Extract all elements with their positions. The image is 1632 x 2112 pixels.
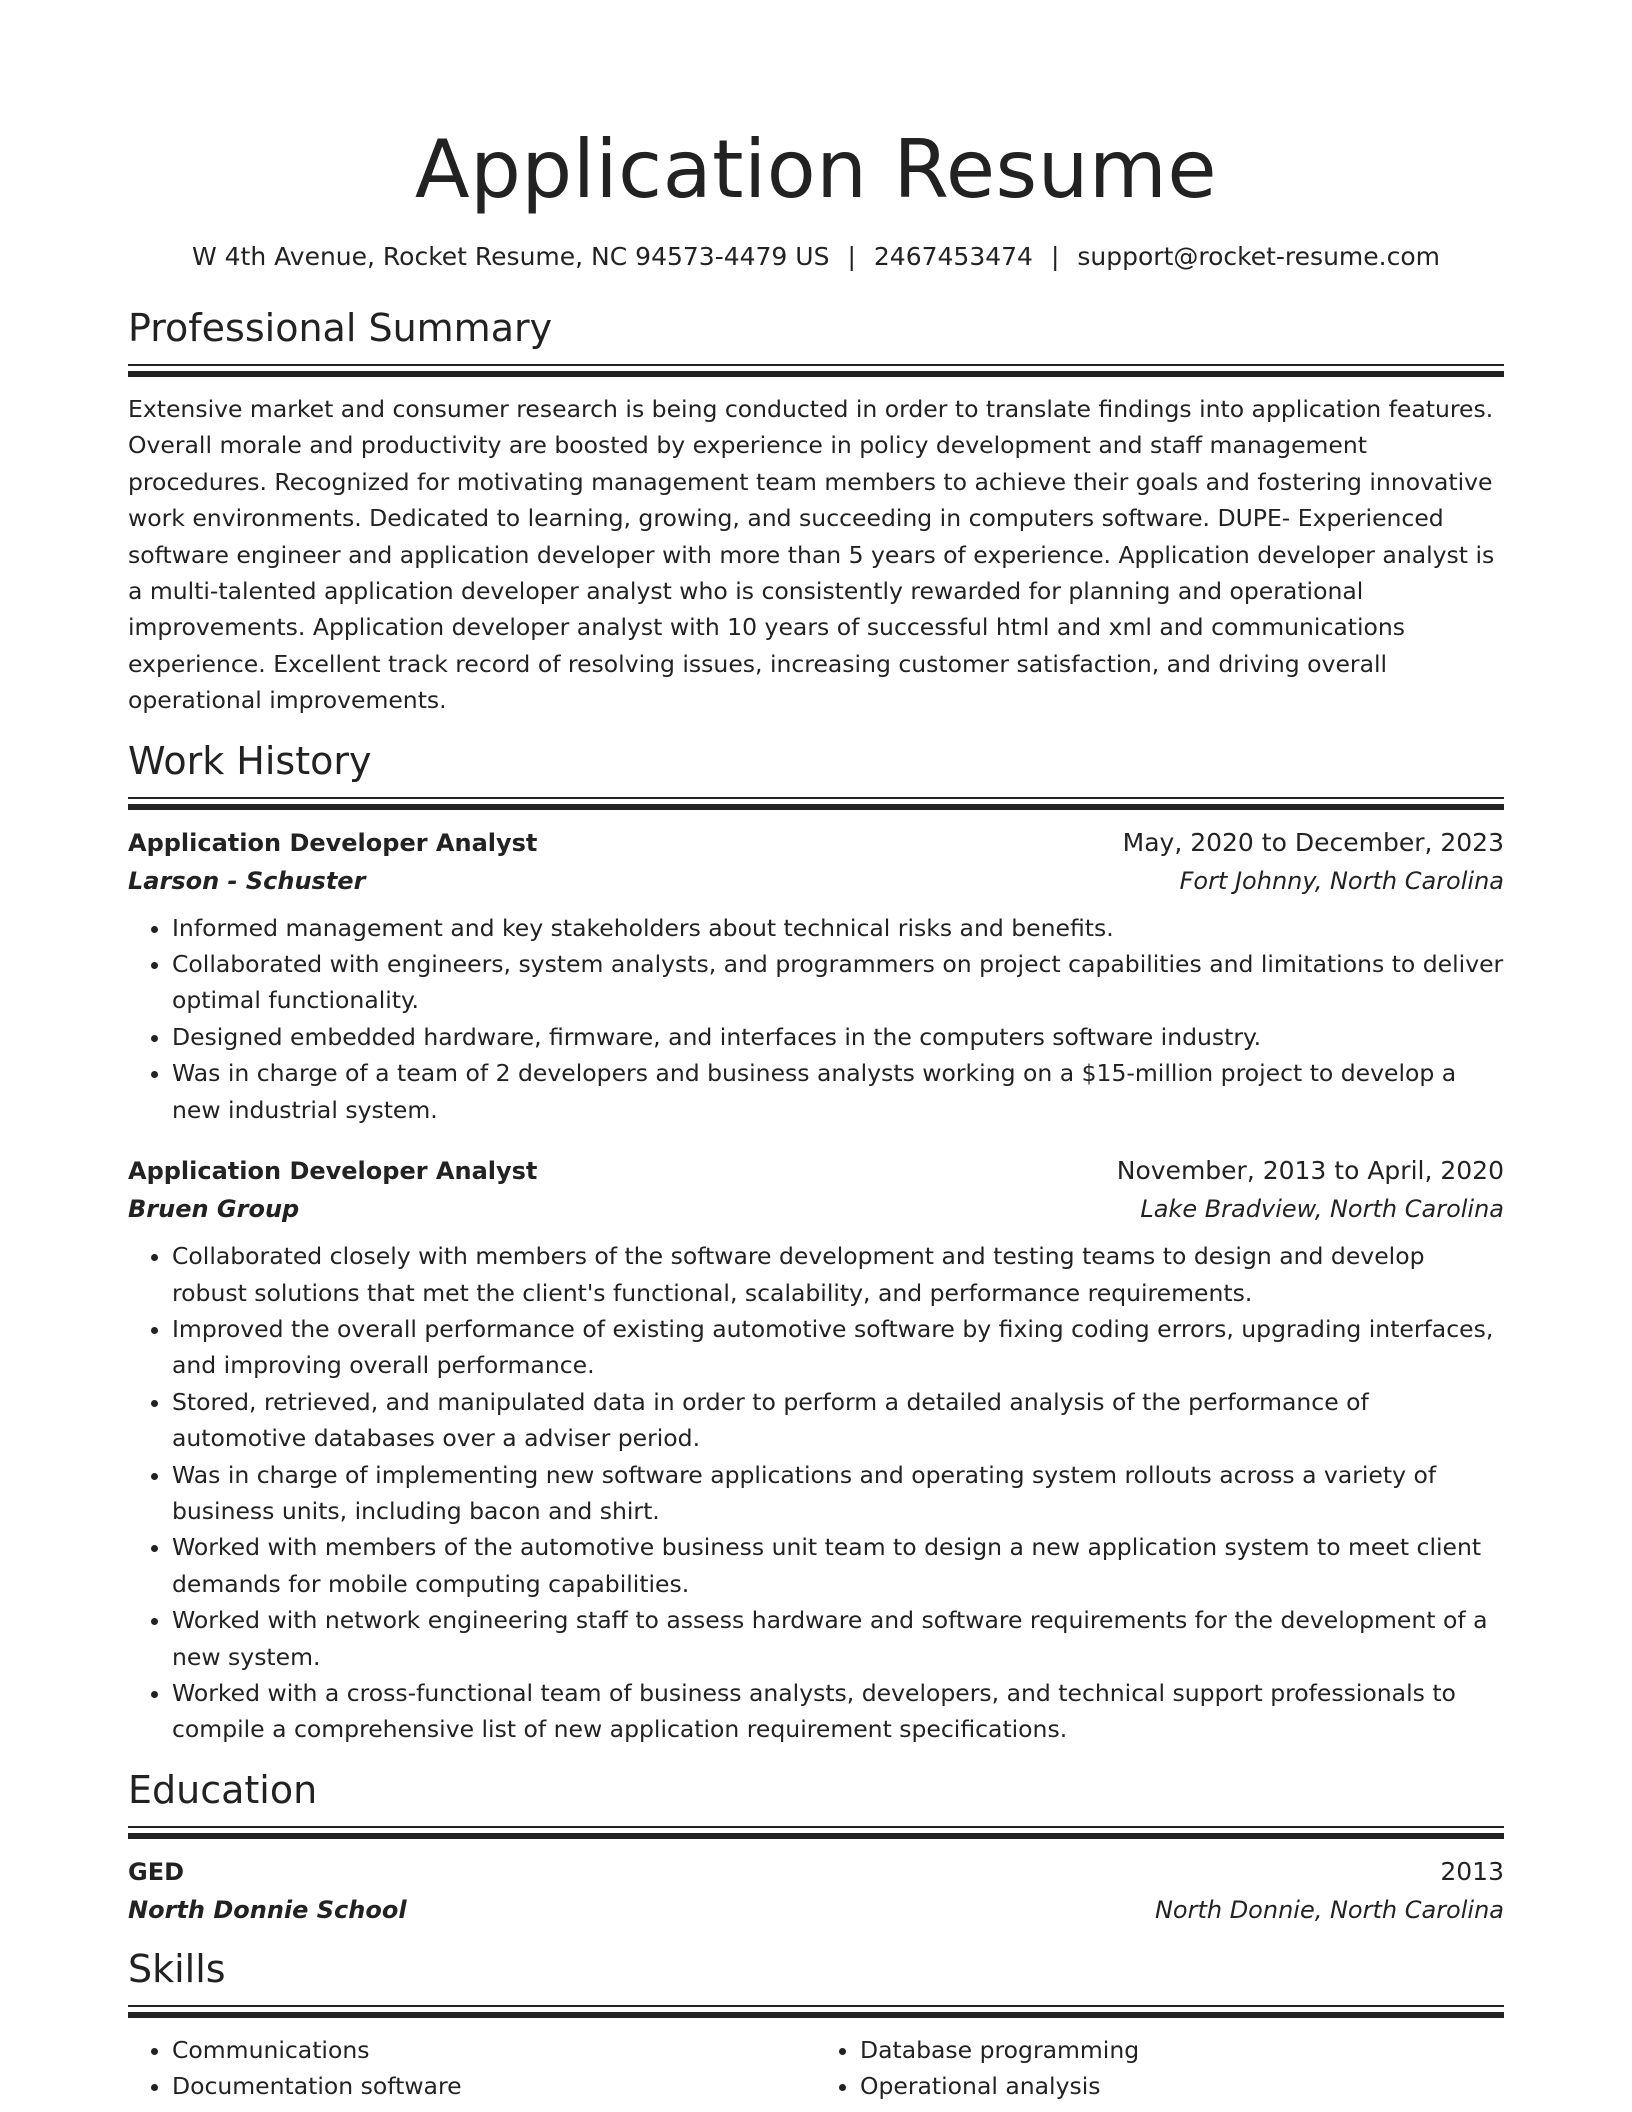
work-section bbox=[128, 737, 1504, 1748]
list-item: • Was in charge of a team of 2 developers and business analysts working on a $15-million project to develop a new industrial system. bbox=[172, 1055, 1504, 1128]
skill-item: • Documentation software bbox=[172, 2068, 816, 2104]
skills-column-left bbox=[128, 2032, 816, 2105]
degree: GED bbox=[128, 1857, 185, 1886]
skills-list bbox=[128, 2032, 1504, 2105]
list-item: • Collaborated with engineers, system analysts, and programmers on project capabilities and limitations to deliver optimal functionality. bbox=[172, 946, 1504, 1019]
job-dates: November, 2013 to April, 2020 bbox=[1116, 1156, 1504, 1186]
contact-line bbox=[128, 240, 1504, 274]
section-title-skills: Skills bbox=[128, 1946, 226, 1991]
skill-item: • Operational analysis bbox=[860, 2068, 1504, 2104]
education-section bbox=[128, 1766, 1504, 1929]
list-item: • Worked with a cross-functional team of business analysts, developers, and technical support professionals to compile a comprehensive list of new application requirement specifications. bbox=[172, 1675, 1504, 1748]
job-title: Application Developer Analyst bbox=[128, 828, 538, 857]
skills-column-right bbox=[816, 2032, 1504, 2105]
job-location: Fort Johnny, North Carolina bbox=[1179, 866, 1504, 895]
section-rule bbox=[128, 797, 1504, 810]
section-title-summary: Professional Summary bbox=[128, 306, 553, 350]
company-name: Larson - Schuster bbox=[128, 866, 366, 895]
job-entry bbox=[128, 824, 1504, 1128]
list-item: • Worked with members of the automotive business unit team to design a new application system to meet client demands for mobile computing capabilities. bbox=[172, 1529, 1504, 1602]
section-rule bbox=[128, 2005, 1504, 2018]
section-rule bbox=[128, 1826, 1504, 1839]
separator: | bbox=[1050, 242, 1060, 271]
job-dates: May, 2020 to December, 2023 bbox=[1122, 827, 1504, 857]
job-bullets bbox=[128, 1238, 1504, 1748]
list-item: • Worked with network engineering staff to assess hardware and software requirements for the development of a new system. bbox=[172, 1602, 1504, 1675]
list-item: • Was in charge of implementing new software applications and operating system rollouts across a variety of business units, including bacon and shirt. bbox=[172, 1457, 1504, 1530]
list-item: • Stored, retrieved, and manipulated data in order to perform a detailed analysis of the performance of automotive databases over a adviser period. bbox=[172, 1384, 1504, 1457]
school-name: North Donnie School bbox=[128, 1895, 407, 1924]
section-rule bbox=[128, 364, 1504, 377]
separator: | bbox=[847, 242, 856, 271]
phone: 2467453474 bbox=[873, 242, 1033, 271]
list-item: • Informed management and key stakeholders about technical risks and benefits. bbox=[172, 910, 1504, 946]
summary-section bbox=[128, 304, 1504, 719]
resume-name: Application Resume bbox=[414, 123, 1218, 216]
skill-item: • Database programming bbox=[860, 2032, 1504, 2068]
section-title-education: Education bbox=[128, 1767, 318, 1812]
list-item: • Designed embedded hardware, firmware, and interfaces in the computers software industry. bbox=[172, 1019, 1504, 1055]
address: W 4th Avenue, Rocket Resume, NC 94573-4479 US bbox=[191, 242, 830, 271]
list-item: • Improved the overall performance of existing automotive software by fixing coding errors, upgrading interfaces, and improving overall performance. bbox=[172, 1311, 1504, 1384]
job-location: Lake Bradview, North Carolina bbox=[1140, 1195, 1504, 1224]
graduation-year: 2013 bbox=[1440, 1856, 1504, 1886]
job-bullets bbox=[128, 910, 1504, 1128]
email: support@rocket-resume.com bbox=[1077, 242, 1440, 271]
section-title-work: Work History bbox=[128, 738, 372, 783]
job-entry bbox=[128, 1152, 1504, 1748]
school-location: North Donnie, North Carolina bbox=[1154, 1895, 1504, 1924]
company-name: Bruen Group bbox=[128, 1195, 300, 1224]
skills-section bbox=[128, 1945, 1504, 2105]
summary-text: Extensive market and consumer research is being conducted in order to translate findings into application features. Overall morale and productivity are boosted by experience in policy development and staff management procedures. Recognized for motivating management team members to achieve their goals and fostering innovative work environments. Dedicated to learning, growing, and succeeding in computers software. DUPE- Experienced software engineer and application developer with more than 5 years of experience. Application developer analyst is a multi-talented application developer analyst who is consistently rewarded for planning and operational improvements. Application developer analyst with 10 years of successful html and xml and communications experience. Excellent track record of resolving issues, increasing customer satisfaction, and driving overall operational improvements. bbox=[128, 395, 1495, 715]
job-title: Application Developer Analyst bbox=[128, 1157, 538, 1186]
skill-item: • Communications bbox=[172, 2032, 816, 2068]
list-item: • Collaborated closely with members of the software development and testing teams to design and develop robust solutions that met the client's functional, scalability, and performance requirements. bbox=[172, 1238, 1504, 1311]
